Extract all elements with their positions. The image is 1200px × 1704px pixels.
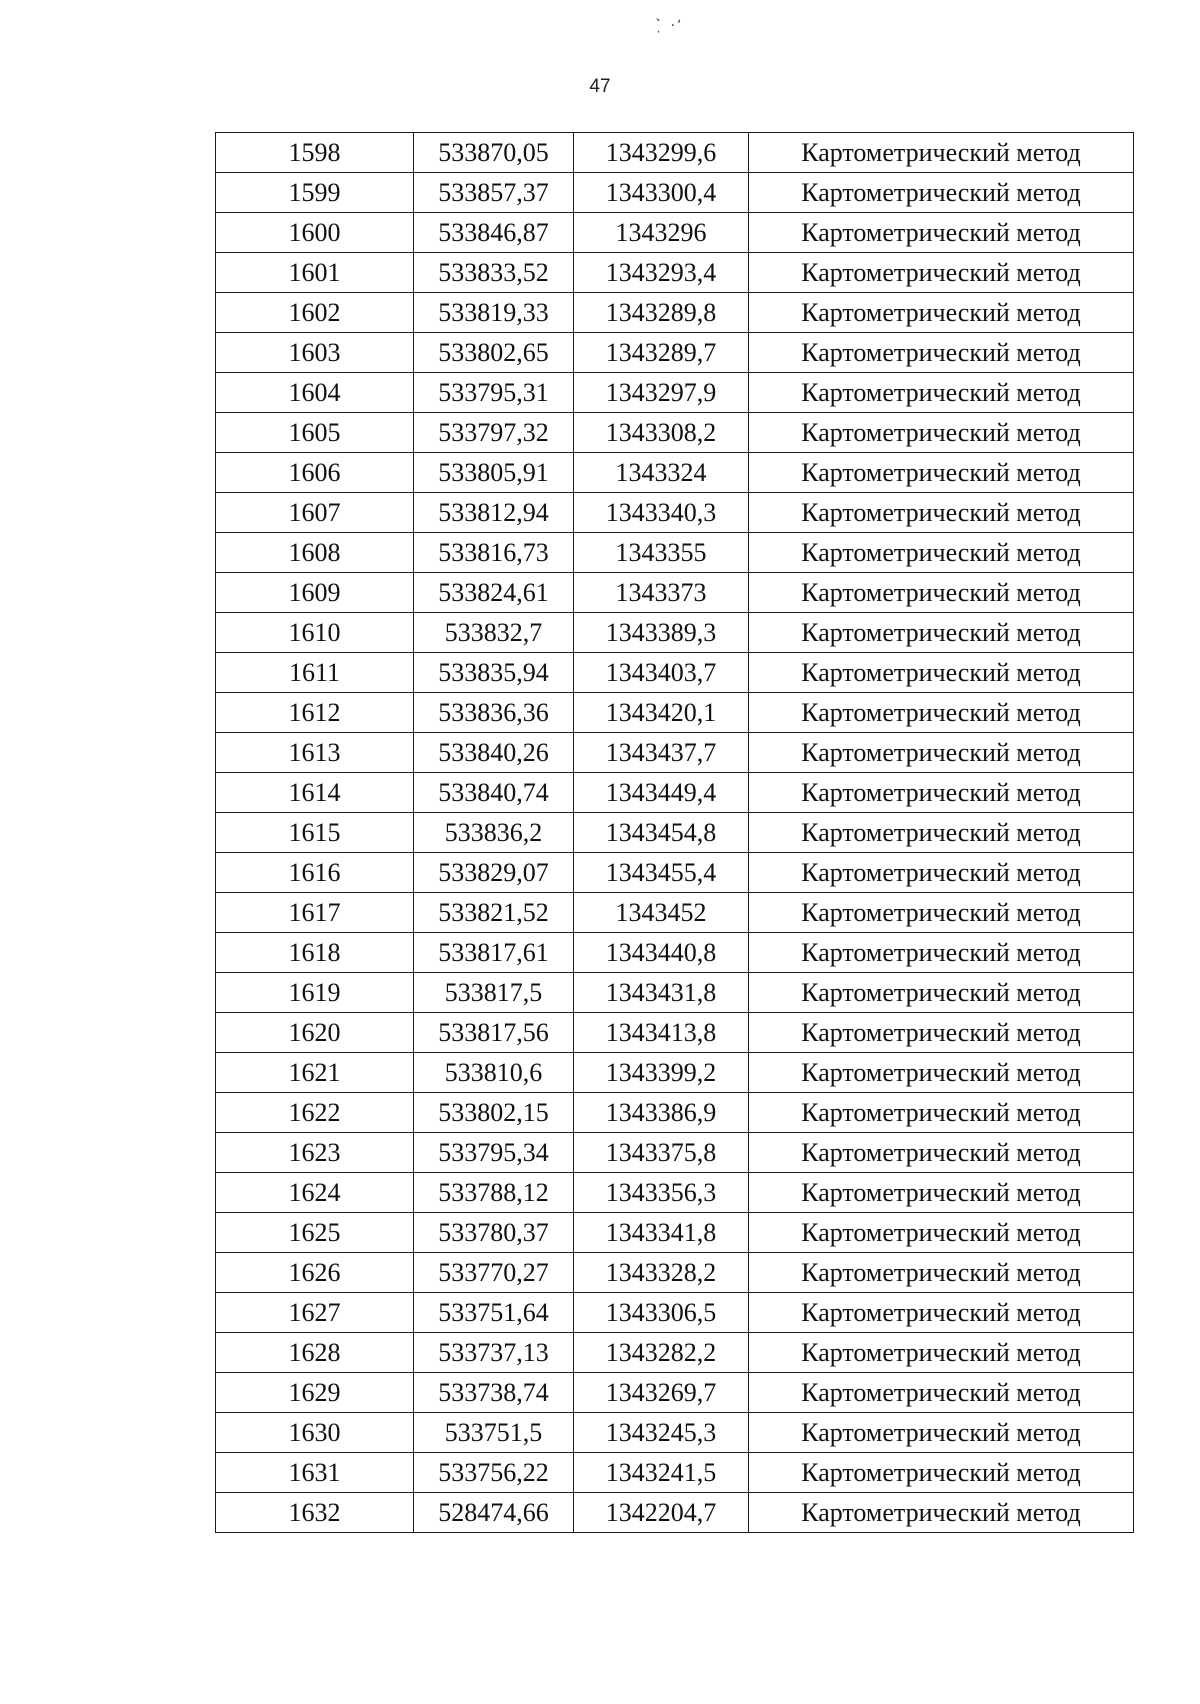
table-row <box>216 1013 1134 1053</box>
y-coordinate-cell: 1343413,8 <box>574 1013 749 1053</box>
x-coordinate-cell: 533812,94 <box>414 493 574 533</box>
method-cell: Картометрический метод <box>749 493 1134 533</box>
y-coordinate-cell: 1343306,5 <box>574 1293 749 1333</box>
point-number-cell: 1624 <box>216 1173 414 1213</box>
y-coordinate-cell: 1343373 <box>574 573 749 613</box>
method-cell: Картометрический метод <box>749 933 1134 973</box>
x-coordinate-cell: 533795,31 <box>414 373 574 413</box>
point-number-cell: 1610 <box>216 613 414 653</box>
table-row <box>216 493 1134 533</box>
point-number-cell: 1602 <box>216 293 414 333</box>
table-row <box>216 1413 1134 1453</box>
point-number-cell: 1629 <box>216 1373 414 1413</box>
y-coordinate-cell: 1343340,3 <box>574 493 749 533</box>
y-coordinate-cell: 1343245,3 <box>574 1413 749 1453</box>
method-cell: Картометрический метод <box>749 1213 1134 1253</box>
x-coordinate-cell: 533846,87 <box>414 213 574 253</box>
method-cell: Картометрический метод <box>749 1453 1134 1493</box>
table-row <box>216 773 1134 813</box>
point-number-cell: 1599 <box>216 173 414 213</box>
y-coordinate-cell: 1343452 <box>574 893 749 933</box>
table-row <box>216 533 1134 573</box>
point-number-cell: 1612 <box>216 693 414 733</box>
x-coordinate-cell: 528474,66 <box>414 1493 574 1533</box>
method-cell: Картометрический метод <box>749 133 1134 173</box>
method-cell: Картометрический метод <box>749 1333 1134 1373</box>
x-coordinate-cell: 533832,7 <box>414 613 574 653</box>
method-cell: Картометрический метод <box>749 653 1134 693</box>
table-row <box>216 1053 1134 1093</box>
y-coordinate-cell: 1343328,2 <box>574 1253 749 1293</box>
table-row <box>216 293 1134 333</box>
x-coordinate-cell: 533802,15 <box>414 1093 574 1133</box>
method-cell: Картометрический метод <box>749 1413 1134 1453</box>
y-coordinate-cell: 1343437,7 <box>574 733 749 773</box>
table-row <box>216 173 1134 213</box>
coordinates-table <box>215 132 1134 1533</box>
method-cell: Картометрический метод <box>749 1293 1134 1333</box>
point-number-cell: 1608 <box>216 533 414 573</box>
point-number-cell: 1619 <box>216 973 414 1013</box>
x-coordinate-cell: 533836,36 <box>414 693 574 733</box>
method-cell: Картометрический метод <box>749 973 1134 1013</box>
method-cell: Картометрический метод <box>749 613 1134 653</box>
y-coordinate-cell: 1343300,4 <box>574 173 749 213</box>
method-cell: Картометрический метод <box>749 693 1134 733</box>
point-number-cell: 1628 <box>216 1333 414 1373</box>
point-number-cell: 1609 <box>216 573 414 613</box>
method-cell: Картометрический метод <box>749 533 1134 573</box>
point-number-cell: 1600 <box>216 213 414 253</box>
x-coordinate-cell: 533780,37 <box>414 1213 574 1253</box>
method-cell: Картометрический метод <box>749 253 1134 293</box>
point-number-cell: 1622 <box>216 1093 414 1133</box>
x-coordinate-cell: 533810,6 <box>414 1053 574 1093</box>
point-number-cell: 1605 <box>216 413 414 453</box>
x-coordinate-cell: 533802,65 <box>414 333 574 373</box>
x-coordinate-cell: 533795,34 <box>414 1133 574 1173</box>
x-coordinate-cell: 533829,07 <box>414 853 574 893</box>
table-row <box>216 653 1134 693</box>
point-number-cell: 1606 <box>216 453 414 493</box>
y-coordinate-cell: 1343356,3 <box>574 1173 749 1213</box>
y-coordinate-cell: 1343399,2 <box>574 1053 749 1093</box>
x-coordinate-cell: 533817,61 <box>414 933 574 973</box>
y-coordinate-cell: 1343269,7 <box>574 1373 749 1413</box>
table-row <box>216 453 1134 493</box>
point-number-cell: 1631 <box>216 1453 414 1493</box>
point-number-cell: 1617 <box>216 893 414 933</box>
point-number-cell: 1604 <box>216 373 414 413</box>
point-number-cell: 1607 <box>216 493 414 533</box>
y-coordinate-cell: 1343420,1 <box>574 693 749 733</box>
y-coordinate-cell: 1343341,8 <box>574 1213 749 1253</box>
coordinates-table-body <box>216 133 1134 1533</box>
table-row <box>216 373 1134 413</box>
y-coordinate-cell: 1343449,4 <box>574 773 749 813</box>
method-cell: Картометрический метод <box>749 1013 1134 1053</box>
point-number-cell: 1620 <box>216 1013 414 1053</box>
table-row <box>216 213 1134 253</box>
point-number-cell: 1626 <box>216 1253 414 1293</box>
x-coordinate-cell: 533788,12 <box>414 1173 574 1213</box>
table-row <box>216 1293 1134 1333</box>
point-number-cell: 1615 <box>216 813 414 853</box>
method-cell: Картометрический метод <box>749 213 1134 253</box>
method-cell: Картометрический метод <box>749 573 1134 613</box>
y-coordinate-cell: 1343440,8 <box>574 933 749 973</box>
table-row <box>216 573 1134 613</box>
point-number-cell: 1632 <box>216 1493 414 1533</box>
table-row <box>216 333 1134 373</box>
method-cell: Картометрический метод <box>749 1133 1134 1173</box>
point-number-cell: 1618 <box>216 933 414 973</box>
table-row <box>216 613 1134 653</box>
table-row <box>216 253 1134 293</box>
point-number-cell: 1630 <box>216 1413 414 1453</box>
method-cell: Картометрический метод <box>749 893 1134 933</box>
point-number-cell: 1625 <box>216 1213 414 1253</box>
x-coordinate-cell: 533738,74 <box>414 1373 574 1413</box>
point-number-cell: 1616 <box>216 853 414 893</box>
x-coordinate-cell: 533770,27 <box>414 1253 574 1293</box>
point-number-cell: 1614 <box>216 773 414 813</box>
y-coordinate-cell: 1343454,8 <box>574 813 749 853</box>
x-coordinate-cell: 533797,32 <box>414 413 574 453</box>
x-coordinate-cell: 533751,64 <box>414 1293 574 1333</box>
x-coordinate-cell: 533817,5 <box>414 973 574 1013</box>
y-coordinate-cell: 1343455,4 <box>574 853 749 893</box>
point-number-cell: 1613 <box>216 733 414 773</box>
x-coordinate-cell: 533857,37 <box>414 173 574 213</box>
table-row <box>216 933 1134 973</box>
x-coordinate-cell: 533805,91 <box>414 453 574 493</box>
point-number-cell: 1621 <box>216 1053 414 1093</box>
table-row <box>216 1453 1134 1493</box>
table-row <box>216 813 1134 853</box>
y-coordinate-cell: 1343324 <box>574 453 749 493</box>
x-coordinate-cell: 533751,5 <box>414 1413 574 1453</box>
y-coordinate-cell: 1343389,3 <box>574 613 749 653</box>
x-coordinate-cell: 533816,73 <box>414 533 574 573</box>
x-coordinate-cell: 533819,33 <box>414 293 574 333</box>
method-cell: Картометрический метод <box>749 373 1134 413</box>
table-row <box>216 413 1134 453</box>
point-number-cell: 1601 <box>216 253 414 293</box>
table-row <box>216 693 1134 733</box>
method-cell: Картометрический метод <box>749 813 1134 853</box>
method-cell: Картометрический метод <box>749 173 1134 213</box>
table-row <box>216 1133 1134 1173</box>
y-coordinate-cell: 1343299,6 <box>574 133 749 173</box>
y-coordinate-cell: 1343403,7 <box>574 653 749 693</box>
y-coordinate-cell: 1343296 <box>574 213 749 253</box>
point-number-cell: 1623 <box>216 1133 414 1173</box>
method-cell: Картометрический метод <box>749 773 1134 813</box>
table-row <box>216 1333 1134 1373</box>
table-row <box>216 893 1134 933</box>
y-coordinate-cell: 1343308,2 <box>574 413 749 453</box>
y-coordinate-cell: 1343386,9 <box>574 1093 749 1133</box>
x-coordinate-cell: 533817,56 <box>414 1013 574 1053</box>
method-cell: Картометрический метод <box>749 293 1134 333</box>
y-coordinate-cell: 1343241,5 <box>574 1453 749 1493</box>
x-coordinate-cell: 533870,05 <box>414 133 574 173</box>
table-row <box>216 1493 1134 1533</box>
point-number-cell: 1611 <box>216 653 414 693</box>
x-coordinate-cell: 533840,26 <box>414 733 574 773</box>
method-cell: Картометрический метод <box>749 1373 1134 1413</box>
x-coordinate-cell: 533833,52 <box>414 253 574 293</box>
method-cell: Картометрический метод <box>749 413 1134 453</box>
table-row <box>216 1253 1134 1293</box>
x-coordinate-cell: 533821,52 <box>414 893 574 933</box>
method-cell: Картометрический метод <box>749 1053 1134 1093</box>
y-coordinate-cell: 1343293,4 <box>574 253 749 293</box>
table-row <box>216 853 1134 893</box>
x-coordinate-cell: 533737,13 <box>414 1333 574 1373</box>
y-coordinate-cell: 1343431,8 <box>574 973 749 1013</box>
method-cell: Картометрический метод <box>749 1173 1134 1213</box>
y-coordinate-cell: 1343289,8 <box>574 293 749 333</box>
y-coordinate-cell: 1343297,9 <box>574 373 749 413</box>
page-number: 47 <box>589 76 611 97</box>
method-cell: Картометрический метод <box>749 1493 1134 1533</box>
y-coordinate-cell: 1343355 <box>574 533 749 573</box>
method-cell: Картометрический метод <box>749 453 1134 493</box>
y-coordinate-cell: 1343282,2 <box>574 1333 749 1373</box>
table-row <box>216 133 1134 173</box>
table-row <box>216 1373 1134 1413</box>
x-coordinate-cell: 533835,94 <box>414 653 574 693</box>
table-row <box>216 1213 1134 1253</box>
table-row <box>216 973 1134 1013</box>
point-number-cell: 1627 <box>216 1293 414 1333</box>
point-number-cell: 1603 <box>216 333 414 373</box>
x-coordinate-cell: 533836,2 <box>414 813 574 853</box>
method-cell: Картометрический метод <box>749 853 1134 893</box>
table-row <box>216 733 1134 773</box>
point-number-cell: 1598 <box>216 133 414 173</box>
x-coordinate-cell: 533840,74 <box>414 773 574 813</box>
y-coordinate-cell: 1343289,7 <box>574 333 749 373</box>
table-row <box>216 1093 1134 1133</box>
table-row <box>216 1173 1134 1213</box>
x-coordinate-cell: 533756,22 <box>414 1453 574 1493</box>
x-coordinate-cell: 533824,61 <box>414 573 574 613</box>
method-cell: Картометрический метод <box>749 333 1134 373</box>
y-coordinate-cell: 1342204,7 <box>574 1493 749 1533</box>
scan-mark: ̣̀̇ ·ʼ <box>662 18 684 34</box>
method-cell: Картометрический метод <box>749 1093 1134 1133</box>
method-cell: Картометрический метод <box>749 1253 1134 1293</box>
method-cell: Картометрический метод <box>749 733 1134 773</box>
y-coordinate-cell: 1343375,8 <box>574 1133 749 1173</box>
